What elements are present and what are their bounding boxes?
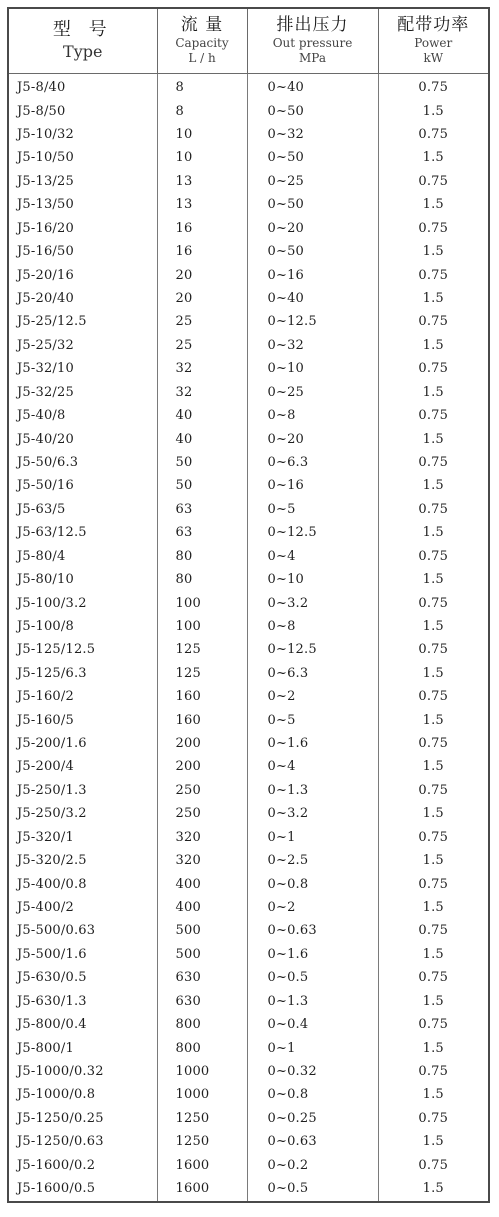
table-row	[9, 146, 488, 169]
table-row	[9, 381, 488, 404]
cell-type: J5-13/25	[9, 170, 157, 193]
cell-pressure: 0~1.6	[247, 732, 378, 755]
cell-power: 0.75	[418, 782, 449, 798]
cell-type: J5-25/12.5	[9, 310, 157, 333]
table-row	[9, 1130, 488, 1153]
cell-capacity: 160	[157, 685, 247, 708]
cell-power: 1.5	[422, 572, 444, 588]
cell-capacity: 125	[157, 638, 247, 661]
table-row	[9, 310, 488, 333]
cell-pressure: 0~32	[247, 123, 378, 146]
cell-type: J5-200/4	[9, 755, 157, 778]
table-row	[9, 638, 488, 661]
table-row	[9, 357, 488, 380]
cell-type: J5-32/10	[9, 357, 157, 380]
cell-power: 1.5	[422, 806, 444, 822]
cell-power: 1.5	[422, 853, 444, 869]
cell-power: 1.5	[422, 478, 444, 494]
cell-capacity: 1250	[157, 1130, 247, 1153]
table-row	[9, 1177, 488, 1201]
cell-pressure: 0~1.3	[247, 989, 378, 1012]
cell-capacity: 63	[157, 521, 247, 544]
cell-pressure: 0~0.25	[247, 1107, 378, 1130]
header-type-en: Type	[63, 42, 103, 62]
cell-type: J5-630/1.3	[9, 989, 157, 1012]
cell-type: J5-13/50	[9, 193, 157, 216]
cell-power: 0.75	[418, 970, 449, 986]
table-row	[9, 779, 488, 802]
cell-power: 0.75	[418, 408, 449, 424]
cell-power: 1.5	[422, 197, 444, 213]
cell-power: 0.75	[418, 923, 449, 939]
cell-capacity: 1250	[157, 1107, 247, 1130]
table-header	[9, 9, 488, 74]
header-power-en: Power	[414, 36, 453, 51]
cell-type: J5-8/50	[9, 99, 157, 122]
table-row	[9, 896, 488, 919]
cell-pressure: 0~4	[247, 544, 378, 567]
cell-capacity: 1600	[157, 1177, 247, 1201]
cell-pressure: 0~0.32	[247, 1060, 378, 1083]
cell-type: J5-32/25	[9, 381, 157, 404]
cell-type: J5-25/32	[9, 334, 157, 357]
table-row	[9, 755, 488, 778]
table-row	[9, 568, 488, 591]
cell-power: 0.75	[418, 548, 449, 564]
cell-capacity: 100	[157, 615, 247, 638]
cell-capacity: 200	[157, 732, 247, 755]
cell-capacity: 500	[157, 919, 247, 942]
cell-pressure: 0~20	[247, 217, 378, 240]
table-row	[9, 498, 488, 521]
table-row	[9, 591, 488, 614]
cell-pressure: 0~0.8	[247, 872, 378, 895]
cell-capacity: 25	[157, 310, 247, 333]
cell-power: 1.5	[422, 150, 444, 166]
table-row	[9, 74, 488, 100]
header-pressure-zh: 排出压力	[276, 15, 349, 36]
table-row	[9, 919, 488, 942]
header-row	[9, 9, 488, 74]
header-type-zh: 型 号	[52, 19, 113, 41]
cell-pressure: 0~32	[247, 334, 378, 357]
cell-capacity: 13	[157, 170, 247, 193]
cell-power: 1.5	[422, 291, 444, 307]
cell-pressure: 0~0.2	[247, 1153, 378, 1176]
cell-pressure: 0~1.6	[247, 943, 378, 966]
cell-power: 1.5	[422, 103, 444, 119]
header-pressure-unit: MPa	[299, 50, 326, 65]
header-type	[9, 9, 157, 74]
cell-type: J5-1000/0.32	[9, 1060, 157, 1083]
cell-pressure: 0~3.2	[247, 591, 378, 614]
header-power-zh: 配带功率	[397, 15, 470, 36]
cell-power: 1.5	[422, 1087, 444, 1103]
cell-type: J5-50/6.3	[9, 451, 157, 474]
cell-pressure: 0~8	[247, 404, 378, 427]
cell-capacity: 630	[157, 989, 247, 1012]
cell-capacity: 16	[157, 240, 247, 263]
cell-power: 0.75	[418, 1017, 449, 1033]
cell-capacity: 10	[157, 146, 247, 169]
table-row	[9, 263, 488, 286]
cell-pressure: 0~4	[247, 755, 378, 778]
cell-pressure: 0~25	[247, 381, 378, 404]
cell-pressure: 0~50	[247, 146, 378, 169]
cell-pressure: 0~12.5	[247, 521, 378, 544]
cell-type: J5-100/3.2	[9, 591, 157, 614]
cell-type: J5-8/40	[9, 74, 157, 100]
cell-power: 1.5	[422, 665, 444, 681]
cell-power: 1.5	[422, 899, 444, 915]
table-row	[9, 334, 488, 357]
cell-capacity: 125	[157, 662, 247, 685]
header-power	[378, 9, 488, 74]
spec-sheet	[7, 7, 490, 1203]
cell-power: 0.75	[418, 1157, 449, 1173]
cell-pressure: 0~5	[247, 708, 378, 731]
cell-capacity: 1600	[157, 1153, 247, 1176]
cell-capacity: 1000	[157, 1060, 247, 1083]
cell-capacity: 16	[157, 217, 247, 240]
cell-type: J5-50/16	[9, 474, 157, 497]
cell-pressure: 0~10	[247, 568, 378, 591]
cell-pressure: 0~1	[247, 826, 378, 849]
cell-pressure: 0~50	[247, 240, 378, 263]
cell-pressure: 0~1	[247, 1036, 378, 1059]
cell-power: 0.75	[418, 1063, 449, 1079]
cell-power: 0.75	[418, 689, 449, 705]
cell-type: J5-800/1	[9, 1036, 157, 1059]
cell-pressure: 0~0.63	[247, 1130, 378, 1153]
table-row	[9, 802, 488, 825]
cell-power: 1.5	[422, 1181, 444, 1197]
cell-type: J5-80/4	[9, 544, 157, 567]
cell-type: J5-630/0.5	[9, 966, 157, 989]
table-row	[9, 544, 488, 567]
cell-capacity: 20	[157, 287, 247, 310]
cell-capacity: 160	[157, 708, 247, 731]
cell-pressure: 0~5	[247, 498, 378, 521]
cell-power: 0.75	[418, 220, 449, 236]
cell-power: 1.5	[422, 244, 444, 260]
cell-type: J5-10/32	[9, 123, 157, 146]
table-row	[9, 966, 488, 989]
table-row	[9, 287, 488, 310]
cell-power: 0.75	[418, 173, 449, 189]
table-row	[9, 849, 488, 872]
cell-power: 0.75	[418, 876, 449, 892]
cell-pressure: 0~25	[247, 170, 378, 193]
cell-type: J5-16/50	[9, 240, 157, 263]
cell-pressure: 0~40	[247, 74, 378, 100]
cell-capacity: 80	[157, 568, 247, 591]
cell-pressure: 0~12.5	[247, 638, 378, 661]
table-row	[9, 1153, 488, 1176]
cell-pressure: 0~0.5	[247, 966, 378, 989]
cell-capacity: 80	[157, 544, 247, 567]
cell-pressure: 0~2	[247, 896, 378, 919]
table-row	[9, 732, 488, 755]
cell-capacity: 32	[157, 381, 247, 404]
cell-capacity: 320	[157, 849, 247, 872]
cell-capacity: 500	[157, 943, 247, 966]
cell-capacity: 1000	[157, 1083, 247, 1106]
cell-type: J5-40/20	[9, 427, 157, 450]
cell-power: 0.75	[418, 314, 449, 330]
cell-capacity: 250	[157, 802, 247, 825]
cell-capacity: 40	[157, 427, 247, 450]
cell-pressure: 0~0.63	[247, 919, 378, 942]
cell-power: 0.75	[418, 642, 449, 658]
cell-capacity: 20	[157, 263, 247, 286]
header-pressure	[247, 9, 378, 74]
cell-capacity: 50	[157, 451, 247, 474]
cell-capacity: 8	[157, 99, 247, 122]
cell-power: 1.5	[422, 1134, 444, 1150]
cell-type: J5-20/40	[9, 287, 157, 310]
cell-power: 0.75	[418, 454, 449, 470]
cell-type: J5-160/5	[9, 708, 157, 731]
cell-type: J5-250/1.3	[9, 779, 157, 802]
cell-pressure: 0~16	[247, 474, 378, 497]
cell-power: 1.5	[422, 525, 444, 541]
table-row	[9, 474, 488, 497]
cell-capacity: 13	[157, 193, 247, 216]
cell-type: J5-1250/0.25	[9, 1107, 157, 1130]
cell-type: J5-63/5	[9, 498, 157, 521]
table-row	[9, 872, 488, 895]
cell-power: 1.5	[422, 993, 444, 1009]
table-row	[9, 708, 488, 731]
cell-capacity: 32	[157, 357, 247, 380]
cell-power: 1.5	[422, 618, 444, 634]
cell-type: J5-400/0.8	[9, 872, 157, 895]
cell-type: J5-500/0.63	[9, 919, 157, 942]
cell-pressure: 0~8	[247, 615, 378, 638]
cell-pressure: 0~20	[247, 427, 378, 450]
table-row	[9, 1107, 488, 1130]
table-row	[9, 989, 488, 1012]
cell-type: J5-200/1.6	[9, 732, 157, 755]
cell-pressure: 0~16	[247, 263, 378, 286]
table-row	[9, 451, 488, 474]
table-row	[9, 1083, 488, 1106]
table-row	[9, 1036, 488, 1059]
cell-capacity: 400	[157, 896, 247, 919]
table-row	[9, 123, 488, 146]
cell-capacity: 25	[157, 334, 247, 357]
header-capacity	[157, 9, 247, 74]
table-row	[9, 943, 488, 966]
cell-type: J5-40/8	[9, 404, 157, 427]
cell-type: J5-400/2	[9, 896, 157, 919]
cell-type: J5-125/12.5	[9, 638, 157, 661]
cell-type: J5-1250/0.63	[9, 1130, 157, 1153]
cell-type: J5-100/8	[9, 615, 157, 638]
cell-power: 0.75	[418, 595, 449, 611]
table-row	[9, 217, 488, 240]
cell-pressure: 0~50	[247, 193, 378, 216]
cell-power: 1.5	[422, 946, 444, 962]
cell-type: J5-80/10	[9, 568, 157, 591]
table-row	[9, 685, 488, 708]
cell-type: J5-500/1.6	[9, 943, 157, 966]
cell-capacity: 100	[157, 591, 247, 614]
cell-capacity: 40	[157, 404, 247, 427]
header-capacity-zh: 流 量	[180, 15, 224, 36]
cell-power: 0.75	[418, 829, 449, 845]
cell-capacity: 8	[157, 74, 247, 100]
cell-type: J5-63/12.5	[9, 521, 157, 544]
cell-type: J5-20/16	[9, 263, 157, 286]
table-row	[9, 826, 488, 849]
cell-pressure: 0~12.5	[247, 310, 378, 333]
cell-capacity: 250	[157, 779, 247, 802]
header-capacity-unit: L / h	[188, 50, 216, 65]
cell-power: 1.5	[422, 712, 444, 728]
cell-power: 0.75	[418, 267, 449, 283]
cell-pressure: 0~10	[247, 357, 378, 380]
cell-type: J5-160/2	[9, 685, 157, 708]
cell-capacity: 400	[157, 872, 247, 895]
cell-type: J5-320/2.5	[9, 849, 157, 872]
table-row	[9, 1013, 488, 1036]
cell-type: J5-1000/0.8	[9, 1083, 157, 1106]
cell-type: J5-16/20	[9, 217, 157, 240]
cell-pressure: 0~1.3	[247, 779, 378, 802]
cell-pressure: 0~6.3	[247, 662, 378, 685]
cell-type: J5-250/3.2	[9, 802, 157, 825]
header-power-unit: kW	[423, 50, 444, 65]
table-row	[9, 240, 488, 263]
table-row	[9, 404, 488, 427]
table-row	[9, 427, 488, 450]
cell-type: J5-10/50	[9, 146, 157, 169]
table-row	[9, 1060, 488, 1083]
pump-spec-table	[9, 9, 488, 1201]
cell-type: J5-1600/0.2	[9, 1153, 157, 1176]
cell-power: 0.75	[418, 1110, 449, 1126]
cell-pressure: 0~2	[247, 685, 378, 708]
table-body	[9, 74, 488, 1202]
cell-capacity: 800	[157, 1036, 247, 1059]
cell-type: J5-1600/0.5	[9, 1177, 157, 1201]
table-row	[9, 662, 488, 685]
cell-pressure: 0~3.2	[247, 802, 378, 825]
cell-pressure: 0~50	[247, 99, 378, 122]
table-row	[9, 193, 488, 216]
cell-type: J5-800/0.4	[9, 1013, 157, 1036]
cell-power: 0.75	[418, 361, 449, 377]
cell-pressure: 0~0.8	[247, 1083, 378, 1106]
cell-capacity: 10	[157, 123, 247, 146]
cell-power: 0.75	[418, 127, 449, 143]
cell-power: 1.5	[422, 431, 444, 447]
cell-capacity: 200	[157, 755, 247, 778]
cell-power: 1.5	[422, 337, 444, 353]
cell-pressure: 0~2.5	[247, 849, 378, 872]
cell-power: 0.75	[418, 501, 449, 517]
cell-power: 1.5	[422, 1040, 444, 1056]
cell-power: 1.5	[422, 759, 444, 775]
table-row	[9, 99, 488, 122]
cell-capacity: 630	[157, 966, 247, 989]
cell-pressure: 0~0.5	[247, 1177, 378, 1201]
header-capacity-en: Capacity	[175, 36, 229, 51]
cell-power: 0.75	[418, 736, 449, 752]
cell-type: J5-125/6.3	[9, 662, 157, 685]
cell-power: 1.5	[422, 384, 444, 400]
cell-capacity: 320	[157, 826, 247, 849]
table-row	[9, 521, 488, 544]
cell-pressure: 0~40	[247, 287, 378, 310]
cell-capacity: 50	[157, 474, 247, 497]
cell-capacity: 63	[157, 498, 247, 521]
cell-pressure: 0~0.4	[247, 1013, 378, 1036]
table-row	[9, 170, 488, 193]
header-pressure-en: Out pressure	[272, 36, 353, 51]
cell-capacity: 800	[157, 1013, 247, 1036]
table-row	[9, 615, 488, 638]
cell-power: 0.75	[418, 80, 449, 96]
cell-pressure: 0~6.3	[247, 451, 378, 474]
cell-type: J5-320/1	[9, 826, 157, 849]
